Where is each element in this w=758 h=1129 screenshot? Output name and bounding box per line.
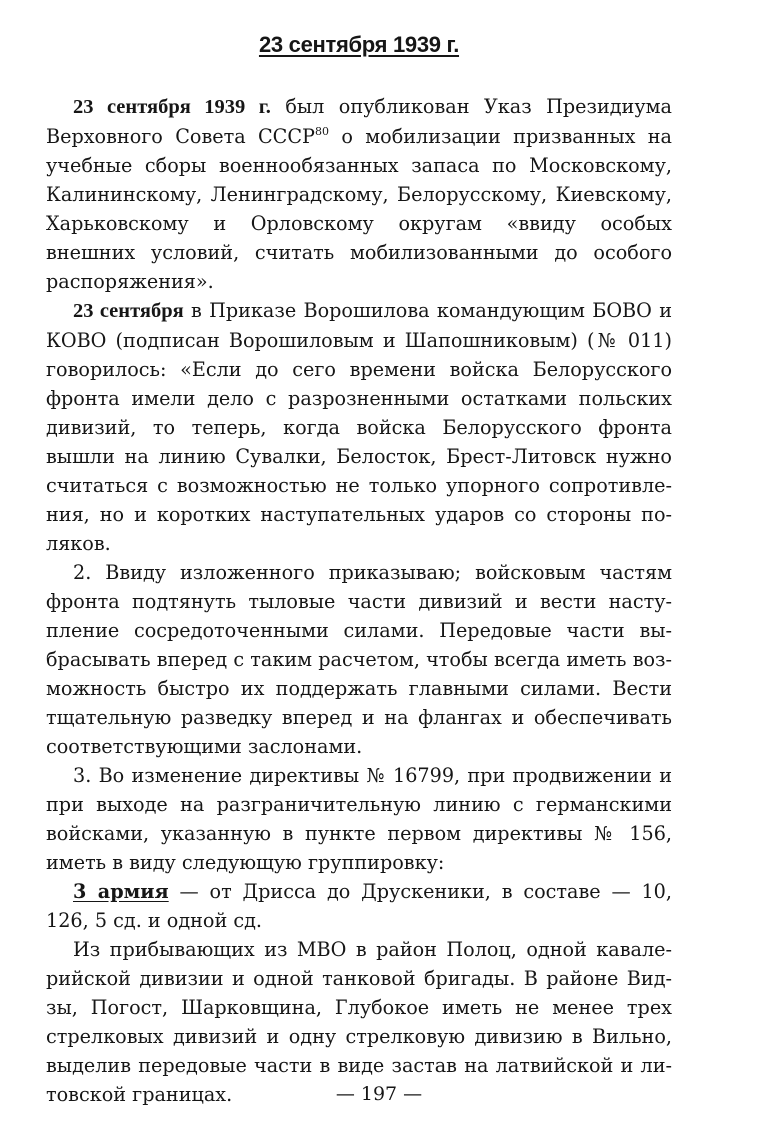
paragraph-decree [46,92,672,296]
paragraph-text: был опубликован Указ Президиума Верховного Совета СССР [46,95,672,148]
paragraph-arrivals: Из прибывающих из МВО в район Полоц, одной кавалерийской дивизии и одной танковой бригады. В районе Видзы, Погост, Шарковщина, Глубокое иметь не менее трех стрелковых дивизий и одну стрелковую дивизию в Вильно, выделив передовые части в виде застав на латвийской и литовской границах. [46,938,672,1106]
page-heading: 23 сентября 1939 г. [258,32,460,57]
paragraph-army [46,877,672,935]
paragraph-text: о мобилизации призванных на учебные сборы военнообязанных запаса по Московскому, Калининскому, Ленинградскому, Белорусскому, Киевскому, Харьковскому и Орловскому округам «ввиду особых внешних условий, считать мобилизованными до особого распоряжения». [46,125,672,293]
army-label: 3 армия [73,880,169,903]
date-lead: 23 сентября 1939 г. [73,96,271,118]
date-lead: 23 сентября [73,300,184,322]
paragraph-text: — от Дрисса до Друскеники, в составе — 10, 126, 5 сд. и одной сд. [46,880,672,932]
page-number: — 197 — [335,1083,423,1105]
paragraph-text: в Приказе Ворошилова командующим БОВО и КОВО (подписан Ворошиловым и Шапошниковым) (№ 011) говорилось: «Если до сего времени войска Белорусского фронта имели дело с разрозненными остатками польских дивизий, то теперь, когда войска Белорусского фронта вышли на линию Сувалки, Белосток, Брест-Литовск нужно считаться с возможностью не только упорного сопротивления, но и коротких наступательных ударов со стороны поляков. [46,299,672,555]
paragraph-item-3: 3. Во изменение директивы № 16799, при продвижении и при выходе на разграничительную линию с германскими войсками, указанную в пункте первом директивы № 156, иметь в виду следующую группировку: [46,764,672,874]
paragraph-item-2: 2. Ввиду изложенного приказываю; войсковым частям фронта подтянуть тыловые части дивизий и вести наступление сосредоточенными силами. Передовые части выбрасывать вперед с таким расчетом, чтобы всегда иметь возможность быстро их поддержать главными силами. Вести тщательную разведку вперед и на флангах и обеспечивать соответствующими заслонами. [46,561,672,758]
paragraph-order [46,296,672,558]
footnote-ref: 80 [314,125,329,138]
